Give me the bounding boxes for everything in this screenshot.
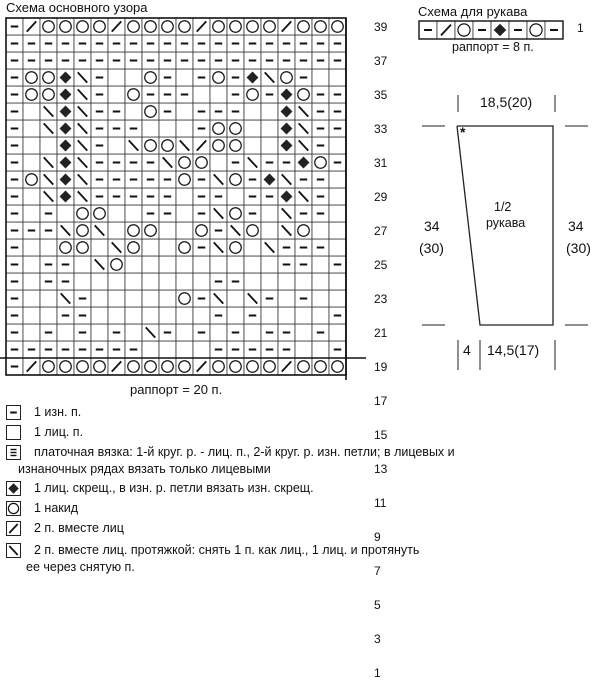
- chart-cell: [210, 324, 227, 341]
- chart-cell: [329, 222, 346, 239]
- chart-cell: [176, 205, 193, 222]
- sleeve-center-label-2: рукава: [486, 216, 526, 230]
- top-width-label: 18,5(20): [480, 94, 533, 110]
- chart-cell: [159, 222, 176, 239]
- chart-cell: [142, 290, 159, 307]
- chart-cell: [193, 307, 210, 324]
- chart-cell: [74, 273, 91, 290]
- chart-cell: [278, 307, 295, 324]
- right-height-alt-label: (30): [566, 240, 591, 256]
- legend-text-continued: ее через снятую п.: [26, 560, 135, 574]
- chart-cell: [176, 341, 193, 358]
- chart-cell: [23, 256, 40, 273]
- chart-cell: [295, 273, 312, 290]
- row-number: 37: [374, 54, 388, 68]
- row-number: 27: [374, 224, 388, 238]
- chart-cell: [244, 324, 261, 341]
- row-number: 39: [374, 20, 388, 34]
- chart-cell: [142, 120, 159, 137]
- main-chart-title: Схема основного узора: [6, 0, 148, 15]
- chart-cell: [57, 205, 74, 222]
- chart-cell: [193, 341, 210, 358]
- chart-cell: [329, 69, 346, 86]
- chart-cell: [176, 120, 193, 137]
- chart-cell: [329, 188, 346, 205]
- chart-cell: [91, 307, 108, 324]
- chart-cell: [125, 273, 142, 290]
- legend-text: 1 изн. п.: [34, 405, 82, 419]
- chart-cell: [108, 69, 125, 86]
- row-number: 7: [374, 564, 381, 578]
- sleeve-center-label-1: 1/2: [494, 200, 512, 214]
- row-number: 21: [374, 326, 388, 340]
- chart-cell: [193, 256, 210, 273]
- chart-cell: [176, 222, 193, 239]
- chart-cell: [23, 137, 40, 154]
- chart-cell: [312, 69, 329, 86]
- chart-cell: [261, 137, 278, 154]
- chart-cell: [329, 239, 346, 256]
- chart-cell: [176, 256, 193, 273]
- main-chart: [0, 16, 400, 380]
- chart-cell: [125, 256, 142, 273]
- chart-cell: [278, 273, 295, 290]
- chart-cell: [108, 290, 125, 307]
- chart-cell: [57, 324, 74, 341]
- chart-cell: [329, 273, 346, 290]
- chart-cell: [227, 290, 244, 307]
- row-number: 33: [374, 122, 388, 136]
- chart-cell: [227, 256, 244, 273]
- chart-cell: [159, 239, 176, 256]
- legend-text: 1 лиц. скрещ., в изн. р. петли вязать изн. скрещ.: [34, 481, 314, 495]
- row-number: 15: [374, 428, 388, 442]
- chart-cell: [23, 324, 40, 341]
- diamond-icon: [6, 481, 21, 496]
- chart-cell: [261, 273, 278, 290]
- row-number: 31: [374, 156, 388, 170]
- right-height-label: 34: [568, 218, 584, 234]
- chart-cell: [278, 290, 295, 307]
- chart-cell: [227, 188, 244, 205]
- chart-cell: [329, 290, 346, 307]
- chart-cell: [312, 341, 329, 358]
- chart-cell: [125, 69, 142, 86]
- chart-cell: [91, 290, 108, 307]
- row-number: 23: [374, 292, 388, 306]
- chart-cell: [108, 222, 125, 239]
- chart-cell: [176, 307, 193, 324]
- chart-cell: [23, 290, 40, 307]
- chart-cell: [176, 69, 193, 86]
- chart-cell: [244, 239, 261, 256]
- chart-cell: [295, 324, 312, 341]
- chart-cell: [40, 239, 57, 256]
- chart-cell: [40, 307, 57, 324]
- chart-cell: [125, 103, 142, 120]
- chart-cell: [23, 205, 40, 222]
- chart-cell: [210, 256, 227, 273]
- chart-cell: [40, 137, 57, 154]
- chart-cell: [125, 290, 142, 307]
- chart-cell: [108, 273, 125, 290]
- row-number: 11: [374, 496, 387, 510]
- chart-cell: [193, 86, 210, 103]
- chart-cell: [142, 341, 159, 358]
- garter-icon: [6, 445, 21, 460]
- chart-cell: [244, 103, 261, 120]
- chart-cell: [91, 324, 108, 341]
- chart-cell: [261, 307, 278, 324]
- chart-cell: [329, 137, 346, 154]
- chart-cell: [244, 120, 261, 137]
- chart-cell: [108, 307, 125, 324]
- chart-cell: [159, 341, 176, 358]
- legend: [0, 404, 601, 577]
- chart-cell: [210, 86, 227, 103]
- chart-cell: [23, 239, 40, 256]
- legend-text: 2 п. вместе лиц. протяжкой: снять 1 п. как лиц., 1 лиц. и протянуть: [34, 543, 420, 557]
- row-number: 5: [374, 598, 381, 612]
- chart-cell: [23, 103, 40, 120]
- chart-cell: [159, 120, 176, 137]
- chart-cell: [176, 273, 193, 290]
- ssk-icon: [6, 543, 21, 558]
- yarnover-icon: [6, 501, 21, 516]
- chart-cell: [244, 273, 261, 290]
- chart-cell: [74, 256, 91, 273]
- chart-cell: [244, 256, 261, 273]
- chart-cell: [329, 171, 346, 188]
- seam-marker: *: [460, 124, 466, 140]
- chart-cell: [142, 239, 159, 256]
- chart-cell: [295, 341, 312, 358]
- legend-text: 2 п. вместе лиц: [34, 521, 124, 535]
- row-number: 3: [374, 632, 381, 646]
- chart-cell: [261, 205, 278, 222]
- legend-text: платочная вязка: 1-й круг. р. - лиц. п., 2-й круг. р. изн. петли; в лицевых и: [34, 445, 455, 459]
- bottom-right-label: 14,5(17): [487, 342, 540, 358]
- purl-icon: [6, 405, 21, 420]
- row-number: 9: [374, 530, 381, 544]
- chart-cell: [23, 307, 40, 324]
- chart-cell: [312, 307, 329, 324]
- chart-cell: [125, 324, 142, 341]
- row-number: 29: [374, 190, 388, 204]
- chart-cell: [108, 86, 125, 103]
- chart-cell: [142, 256, 159, 273]
- legend-text: 1 накид: [34, 501, 79, 515]
- row-number: 1: [374, 666, 381, 680]
- chart-cell: [40, 290, 57, 307]
- knit-icon: [6, 425, 21, 440]
- row-number: 25: [374, 258, 388, 272]
- chart-cell: [261, 256, 278, 273]
- sleeve-repeat-label: раппорт = 8 п.: [452, 40, 534, 54]
- legend-text-continued: изнаночных рядах вязать только лицевыми: [18, 462, 271, 476]
- left-height-alt-label: (30): [419, 240, 444, 256]
- chart-cell: [159, 256, 176, 273]
- chart-cell: [91, 273, 108, 290]
- sleeve-chart-title: Схема для рукава: [418, 4, 528, 19]
- left-height-label: 34: [424, 218, 440, 234]
- chart-cell: [91, 239, 108, 256]
- chart-cell: [312, 290, 329, 307]
- row-number: 17: [374, 394, 388, 408]
- chart-cell: [23, 188, 40, 205]
- chart-cell: [261, 103, 278, 120]
- row-numbers: [374, 16, 404, 680]
- chart-cell: [159, 307, 176, 324]
- main-repeat-label: раппорт = 20 п.: [130, 382, 223, 397]
- chart-cell: [23, 273, 40, 290]
- chart-cell: [23, 120, 40, 137]
- chart-cell: [125, 205, 142, 222]
- row-number: 19: [374, 360, 388, 374]
- k2tog-icon: [6, 521, 21, 536]
- chart-cell: [176, 188, 193, 205]
- chart-cell: [227, 307, 244, 324]
- chart-cell: [125, 307, 142, 324]
- main-chart-grid: [0, 16, 400, 380]
- row-number: 13: [374, 462, 388, 476]
- chart-cell: [312, 256, 329, 273]
- chart-cell: [159, 290, 176, 307]
- chart-cell: [142, 273, 159, 290]
- chart-cell: [193, 273, 210, 290]
- chart-cell: [312, 273, 329, 290]
- bottom-left-label: 4: [463, 342, 471, 358]
- chart-cell: [210, 154, 227, 171]
- chart-cell: [142, 307, 159, 324]
- row-number: 35: [374, 88, 388, 102]
- chart-cell: [329, 205, 346, 222]
- chart-cell: [176, 324, 193, 341]
- chart-cell: [312, 222, 329, 239]
- chart-cell: [176, 103, 193, 120]
- chart-cell: [23, 154, 40, 171]
- chart-cell: [244, 137, 261, 154]
- sleeve-row-number: 1: [577, 21, 584, 35]
- sleeve-chart: [418, 20, 568, 40]
- legend-text: 1 лиц. п.: [34, 425, 84, 439]
- chart-cell: [329, 324, 346, 341]
- chart-cell: [261, 222, 278, 239]
- sleeve-chart-grid: [418, 20, 568, 40]
- chart-cell: [108, 137, 125, 154]
- chart-cell: [108, 205, 125, 222]
- chart-cell: [295, 307, 312, 324]
- chart-cell: [159, 273, 176, 290]
- chart-cell: [261, 120, 278, 137]
